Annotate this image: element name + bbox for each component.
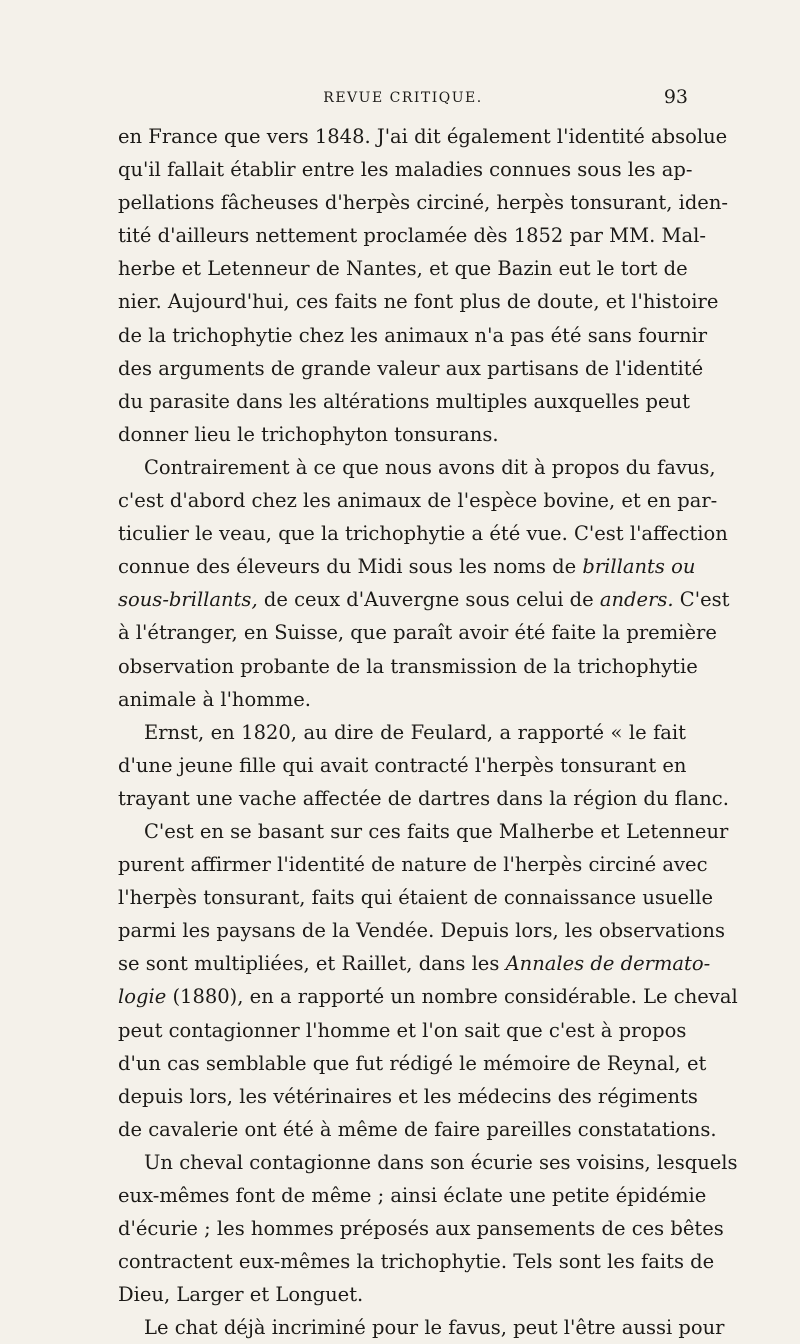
text-segment: nier. Aujourd'hui, ces faits ne font plus de doute, et l'histoire bbox=[118, 290, 719, 314]
text-segment: peut contagionner l'homme et l'on sait que c'est à propos bbox=[118, 1018, 687, 1042]
text-line bbox=[118, 285, 719, 318]
text-line bbox=[118, 716, 686, 749]
text-segment: trayant une vache affectée de dartres dans la région du flanc. bbox=[118, 786, 729, 810]
text-segment: herbe et Letenneur de Nantes, et que Bazin eut le tort de bbox=[118, 257, 688, 281]
italic-text: Annales de dermato- bbox=[505, 952, 711, 976]
text-segment: du parasite dans les altérations multiples auxquelles peut bbox=[118, 389, 690, 413]
text-segment: Dieu, Larger et Longuet. bbox=[118, 1283, 364, 1307]
text-line bbox=[118, 1179, 707, 1212]
body-text bbox=[118, 120, 738, 1344]
text-segment: pellations fâcheuses d'herpès circiné, herpès tonsurant, iden- bbox=[118, 191, 728, 215]
text-line bbox=[118, 1113, 717, 1146]
italic-text: logie bbox=[118, 985, 167, 1009]
text-segment: C'est bbox=[673, 588, 730, 612]
text-segment: depuis lors, les vétérinaires et les médecins des régiments bbox=[118, 1084, 698, 1108]
text-segment: ticulier le veau, que la trichophytie a été vue. C'est l'affection bbox=[118, 522, 728, 546]
running-header bbox=[118, 86, 688, 120]
text-line bbox=[118, 1212, 724, 1245]
text-line bbox=[118, 914, 725, 947]
text-line bbox=[118, 1080, 698, 1113]
text-line bbox=[118, 219, 706, 252]
text-line bbox=[118, 782, 729, 815]
italic-text: anders. bbox=[599, 588, 674, 612]
text-line bbox=[118, 947, 711, 980]
text-line bbox=[118, 153, 693, 186]
text-segment: de la trichophytie chez les animaux n'a pas été sans fournir bbox=[118, 323, 708, 347]
text-segment: Le chat déjà incriminé pour le favus, peut l'être aussi pour bbox=[144, 1316, 725, 1340]
text-line bbox=[118, 683, 686, 716]
text-segment: Contrairement à ce que nous avons dit à propos du favus, bbox=[144, 455, 716, 479]
text-segment: (1880), en a rapporté un nombre considérable. Le cheval bbox=[166, 985, 738, 1009]
italic-text: brillants ou bbox=[582, 555, 696, 579]
text-line bbox=[118, 484, 718, 517]
text-line bbox=[118, 616, 717, 649]
text-line bbox=[118, 1047, 707, 1080]
text-segment: tité d'ailleurs nettement proclamée dès 1852 par MM. Mal- bbox=[118, 224, 706, 248]
text-segment: de cavalerie ont été à même de faire pareilles constatations. bbox=[118, 1117, 717, 1141]
text-segment: se sont multipliées, et Raillet, dans les bbox=[118, 952, 506, 976]
page-number: 93 bbox=[663, 86, 688, 108]
text-line bbox=[118, 352, 704, 385]
text-line bbox=[118, 1245, 715, 1278]
text-segment: d'une jeune fille qui avait contracté l'herpès tonsurant en bbox=[118, 753, 687, 777]
text-line bbox=[118, 550, 696, 583]
text-line bbox=[118, 517, 728, 550]
text-line bbox=[118, 120, 728, 153]
text-line bbox=[118, 815, 729, 848]
text-segment: observation probante de la transmission de la trichophytie bbox=[118, 654, 698, 678]
text-line bbox=[118, 1278, 686, 1311]
text-segment: donner lieu le trichophyton tonsurans. bbox=[118, 422, 499, 446]
italic-text: sous-brillants, bbox=[118, 588, 258, 612]
text-line bbox=[118, 418, 686, 451]
text-line bbox=[118, 1014, 686, 1047]
text-segment: des arguments de grande valeur aux partisans de l'identité bbox=[118, 356, 704, 380]
text-segment: contractent eux-mêmes la trichophytie. Tels sont les faits de bbox=[118, 1250, 715, 1274]
text-line bbox=[118, 451, 716, 484]
text-line bbox=[118, 1146, 738, 1179]
text-segment: d'écurie ; les hommes préposés aux pansements de ces bêtes bbox=[118, 1217, 724, 1241]
text-line bbox=[118, 881, 714, 914]
text-segment: qu'il fallait établir entre les maladies connues sous les ap- bbox=[118, 158, 693, 182]
text-line bbox=[118, 650, 698, 683]
text-segment: eux-mêmes font de même ; ainsi éclate une petite épidémie bbox=[118, 1184, 707, 1207]
text-segment: Ernst, en 1820, au dire de Feulard, a rapporté « le fait bbox=[144, 720, 686, 744]
text-line bbox=[118, 319, 708, 352]
text-line bbox=[118, 583, 730, 616]
text-segment: Un cheval contagionne dans son écurie ses voisins, lesquels bbox=[144, 1150, 738, 1174]
text-line bbox=[118, 848, 708, 881]
text-line bbox=[118, 385, 690, 418]
text-segment: purent affirmer l'identité de nature de l'herpès circiné avec bbox=[118, 853, 708, 877]
text-line bbox=[118, 980, 738, 1013]
text-segment: l'herpès tonsurant, faits qui étaient de connaissance usuelle bbox=[118, 886, 714, 910]
text-segment: parmi les paysans de la Vendée. Depuis lors, les observations bbox=[118, 919, 725, 943]
text-line bbox=[118, 252, 686, 285]
text-segment: C'est en se basant sur ces faits que Malherbe et Letenneur bbox=[144, 819, 729, 843]
text-line bbox=[118, 749, 686, 782]
text-segment: de ceux d'Auvergne sous celui de bbox=[257, 588, 600, 612]
text-segment: c'est d'abord chez les animaux de l'espèce bovine, et en par- bbox=[118, 489, 718, 513]
text-segment: d'un cas semblable que fut rédigé le mémoire de Reynal, et bbox=[118, 1051, 707, 1075]
text-segment: en France que vers 1848. J'ai dit également l'identité absolue bbox=[118, 125, 728, 148]
running-title: REVUE CRITIQUE. bbox=[323, 90, 483, 106]
text-segment: à l'étranger, en Suisse, que paraît avoir été faite la première bbox=[118, 621, 717, 645]
text-line bbox=[118, 1311, 725, 1344]
text-segment: connue des éleveurs du Midi sous les noms de bbox=[118, 555, 583, 579]
text-segment: animale à l'homme. bbox=[118, 687, 311, 711]
text-line bbox=[118, 186, 728, 219]
